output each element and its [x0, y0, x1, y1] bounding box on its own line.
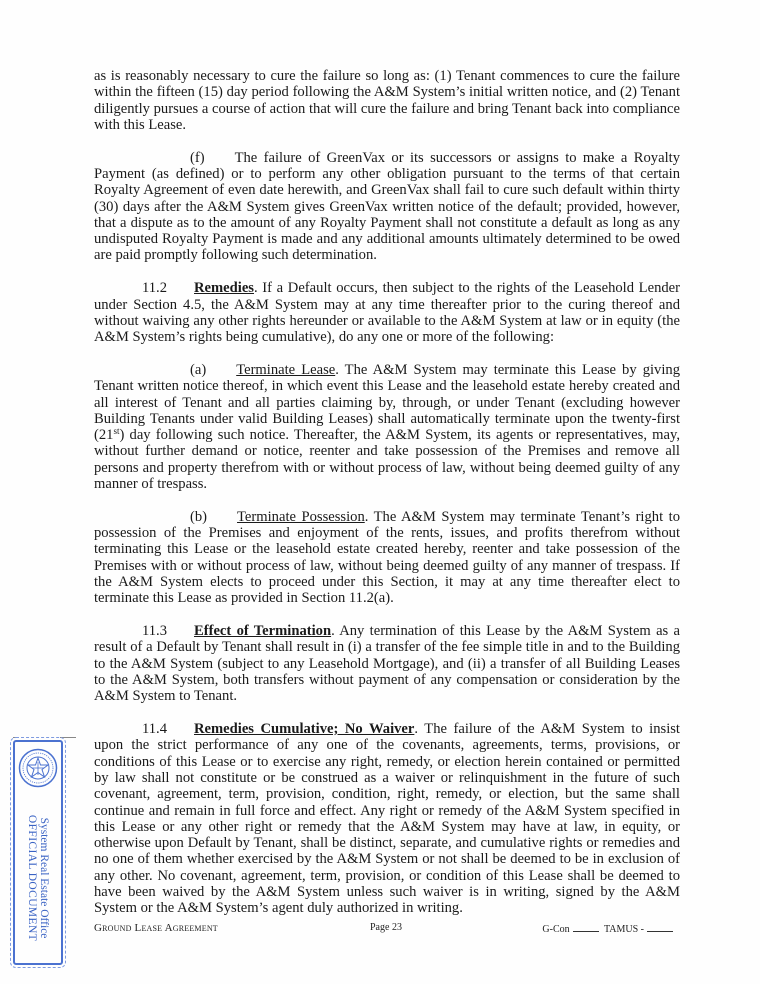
section-heading: Remedies: [194, 280, 254, 297]
section-heading: Remedies Cumulative; No Waiver: [194, 721, 415, 738]
page-footer: [94, 922, 680, 936]
paragraph-text: ) day following such notice. Thereafter, the A&M System, its agents or representatives, may, without further demand or notice, reenter and take possession of the Premises and remove all persons and property therefrom with or without process of law, without being deemed guilty of any manner of trespass.: [94, 427, 680, 493]
ordinal-superscript: st: [113, 426, 120, 437]
paragraph-continuation: [94, 68, 680, 133]
section-number: 11.2: [142, 280, 167, 297]
stamp-text: [26, 793, 50, 963]
paragraph-text: . If a Default occurs, then subject to the rights of the Leasehold Lender under Section 4.5, the A&M System may at any time thereafter prior to the curing thereof and without waiving any other rights hereunder or available to the A&M System at law or in equity (the A&M System’s rights being cumulative), do any one or more of the following:: [94, 280, 680, 346]
paragraph-a: [94, 362, 680, 492]
page-number: Page 23: [370, 922, 402, 933]
initials-block: [542, 922, 676, 935]
gcon-initials-blank: [573, 922, 599, 932]
gcon-label: G-Con: [542, 924, 570, 935]
paragraph-f: [94, 150, 680, 264]
paragraph-text: . The A&M System may terminate this Lease by giving Tenant written notice thereof, in which event this Lease and the leasehold estate hereby created and all interest of Tenant and all parties claiming by, through, or under Tenant (excluding however Building Tenants under valid Building Leases) shall automatically terminate upon the twenty-first (21: [94, 361, 680, 444]
stamp-line-1: System Real Estate Office: [38, 817, 50, 939]
document-body: [94, 68, 680, 933]
section-heading: Effect of Termination: [194, 623, 332, 640]
paragraph-text: . The A&M System may terminate Tenant’s right to possession of the Premises and enjoyment of the rents, issues, and profits therefrom without terminating this Lease or the leasehold estate created hereby, reenter and take possession of the Premises with or without process of law, without being deemed guilty of any manner of trespass. If the A&M System elects to proceed under this Section, it may at any time thereafter elect to terminate this Lease as provided in Section 11.2(a).: [94, 508, 680, 607]
item-heading: Terminate Lease: [236, 361, 336, 378]
stamp-line-2: OFFICIAL DOCUMENT: [26, 814, 38, 942]
tamus-initials-blank: [647, 922, 673, 932]
paragraph-text: . The failure of the A&M System to insist upon the strict performance of any one of the covenants, agreements, terms, provisions, or conditions of this Lease or to exercise any right, remedy, or election herein contained or permitted by law shall not constitute or be construed as a waiver or relinquishment in the future of such covenant, agreement, term, provision, condition, right, remedy, or election, but the same shall continue and remain in full force and effect. Any right or remedy of the A&M System specified in this Lease or any other right or remedy that the A&M System may have at law, in equity, or otherwise upon Default by Tenant, shall be distinct, separate, and cumulative rights or remedies and no one of them whether exercised by the A&M System or not shall be deemed to be in exclusion of any other. No covenant, agreement, term, provision, or condition of this Lease shall be deemed to have been waived by the A&M System unless such waiver is in writing, signed by the A&M System or the A&M System’s agent duly authorized in writing.: [94, 721, 680, 917]
item-label: (b): [190, 508, 208, 525]
section-11-4: [94, 721, 680, 917]
paragraph-text: as is reasonably necessary to cure the failure so long as: (1) Tenant commences to cure the failure within the fifteen (15) day period following the A&M System’s initial written notice, and (2) Tenant diligently pursues a course of action that will cure the failure and bring Tenant back into compliance with this Lease.: [94, 68, 680, 133]
official-document-stamp: [13, 740, 63, 965]
footer-document-title: Ground Lease Agreement: [94, 922, 218, 934]
paragraph-text: . Any termination of this Lease by the A&M System as a result of a Default by Tenant shall result in (i) a transfer of the fee simple title in and to the Building to the A&M System (subject to any Leasehold Mortgage), and (ii) a transfer of all Building Leases to the A&M System, both transfers without payment of any compensation or consideration by the A&M System to Tenant.: [94, 623, 681, 705]
section-11-2: [94, 280, 680, 345]
paragraph-b: [94, 509, 680, 607]
item-heading: Terminate Possession: [237, 508, 365, 525]
tamus-label: TAMUS -: [603, 924, 644, 935]
seal-icon: [18, 748, 58, 788]
item-label: (a): [190, 361, 207, 378]
item-label: (f): [190, 149, 205, 166]
section-11-3: [94, 623, 680, 704]
section-number: 11.4: [142, 721, 167, 738]
section-number: 11.3: [142, 623, 167, 640]
scan-mark: [60, 737, 76, 738]
scan-mark: [13, 737, 17, 738]
paragraph-text: The failure of GreenVax or its successors or assigns to make a Royalty Payment (as defined) or to perform any other obligation pursuant to the terms of that certain Royalty Agreement of even date herewith, and GreenVax shall fail to cure such default within thirty (30) days after the A&M System gives GreenVax written notice of the default; provided, however, that a dispute as to the amount of any Royalty Payment shall not constitute a default as long as any undisputed Royalty Payment is made and any additional amounts ultimately determined to be owed are paid promptly following such determination.: [94, 149, 680, 264]
